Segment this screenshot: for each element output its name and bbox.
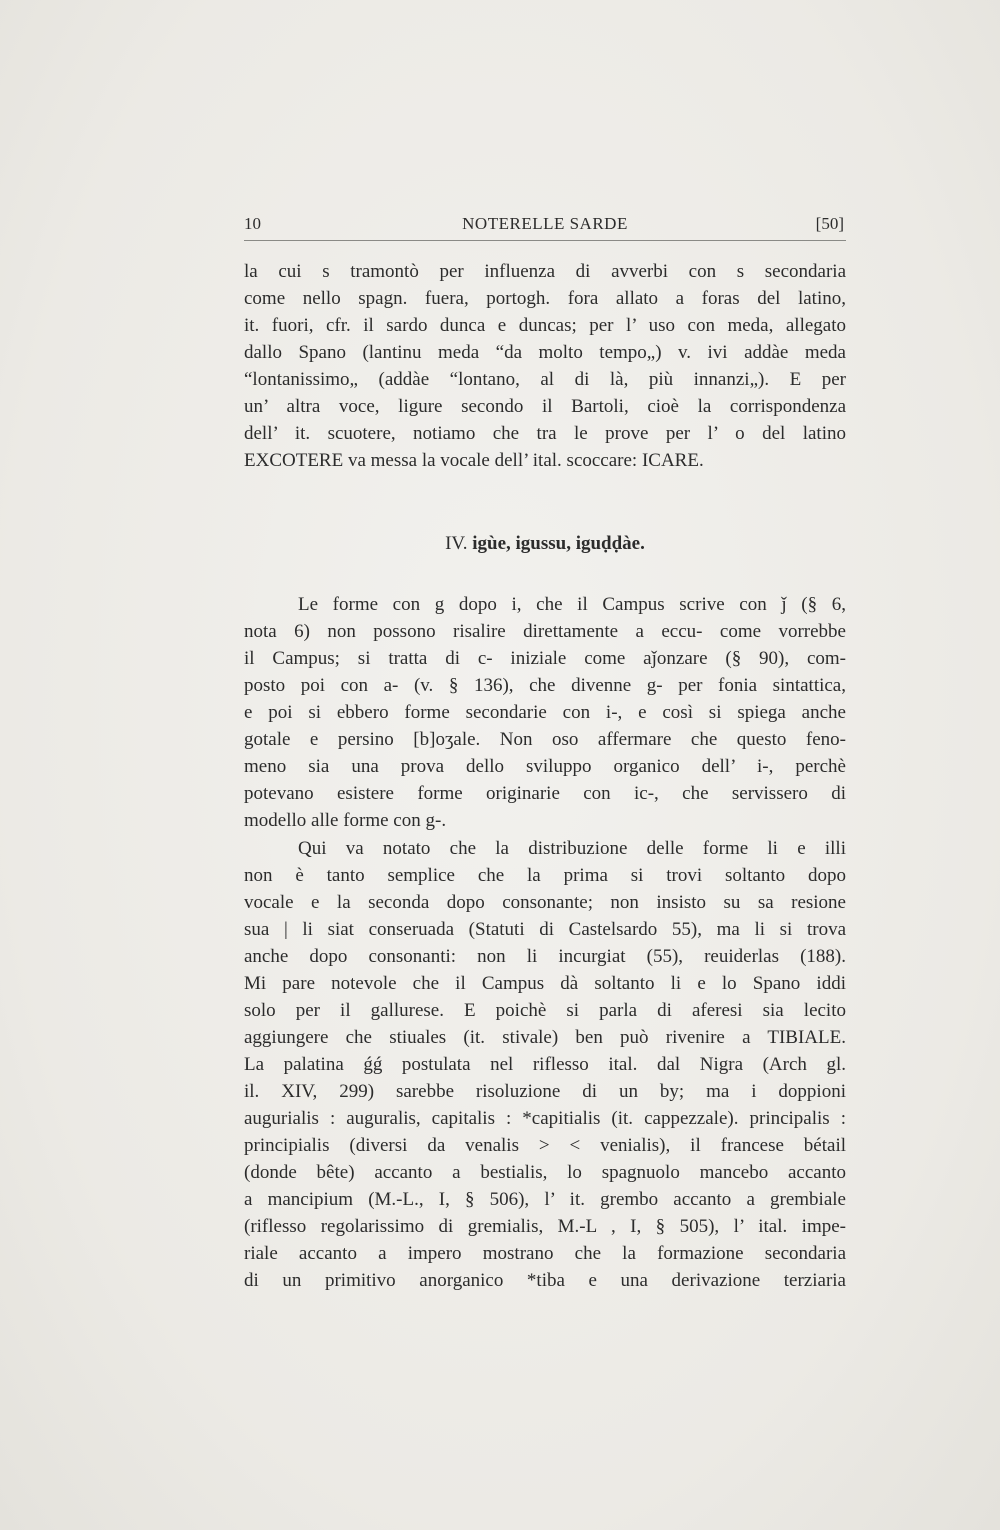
text-line: (riflesso regolarissimo di gremialis, M.-L , I, § 505), l’ ital. impe-	[244, 1216, 846, 1237]
text-line: vocale e la seconda dopo consonante; non insisto su sa resione	[244, 892, 846, 913]
text-line: meno sia una prova dello sviluppo organico dell’ i-, perchè	[244, 756, 846, 777]
text-line: anche dopo consonanti: non li incurgiat (55), reuiderlas (188).	[244, 946, 846, 967]
text-line: il Campus; si tratta di c- iniziale come aǰonzare (§ 90), com-	[244, 648, 846, 669]
text-line: principialis (diversi da venalis > < venialis), il francese bétail	[244, 1135, 846, 1156]
text-line: e poi si ebbero forme secondarie con i-, e così si spiega anche	[244, 702, 846, 723]
running-title: NOTERELLE SARDE	[462, 214, 628, 233]
section-number: IV.	[445, 533, 468, 554]
text-line: gotale e persino [b]oʒale. Non oso affermare che questo feno-	[244, 729, 846, 750]
text-line: di un primitivo anorganico *tiba e una derivazione terziaria	[244, 1270, 846, 1291]
text-line: aggiungere che stiuales (it. stivale) ben può rivenire a TIBIALE.	[244, 1027, 846, 1048]
text-line: La palatina ǵǵ postulata nel riflesso ital. dal Nigra (Arch gl.	[244, 1054, 846, 1075]
page-number: 10	[244, 214, 261, 233]
text-line: il. XIV, 299) sarebbe risoluzione di un by; ma i doppioni	[244, 1081, 846, 1102]
text-line: potevano esistere forme originarie con ic-, che servissero di	[244, 783, 846, 804]
text-line: augurialis : auguralis, capitalis : *capitialis (it. cappezzale). principalis :	[244, 1108, 846, 1129]
text-line: come nello spagn. fuera, portogh. fora allato a foras del latino,	[244, 288, 846, 309]
text-line: Qui va notato che la distribuzione delle forme li e illi	[298, 838, 846, 859]
text-line: riale accanto a impero mostrano che la formazione secondaria	[244, 1243, 846, 1264]
text-line: posto poi con a- (v. § 136), che divenne g- per fonia sintattica,	[244, 675, 846, 696]
text-line: nota 6) non possono risalire direttamente a eccu- come vorrebbe	[244, 621, 846, 642]
text-line: modello alle forme con g-.	[244, 810, 447, 831]
text-line: non è tanto semplice che la prima si trovi soltanto dopo	[244, 865, 846, 886]
text-line: “lontanissimo„ (addàe “lontano, al di là, più innanzi„). E per	[244, 369, 846, 390]
text-line: (donde bête) accanto a bestialis, lo spagnuolo mancebo accanto	[244, 1162, 846, 1183]
text-line: Le forme con g dopo i, che il Campus scrive con ǰ (§ 6,	[298, 594, 846, 615]
text-line: dell’ it. scuotere, notiamo che tra le prove per l’ o del latino	[244, 423, 846, 444]
text-line: sua | li siat conseruada (Statuti di Castelsardo 55), ma li si trova	[244, 919, 846, 940]
text-line: un’ altra voce, ligure secondo il Bartoli, cioè la corrispondenza	[244, 396, 846, 417]
text-line: it. fuori, cfr. il sardo dunca e duncas; per l’ uso con meda, allegato	[244, 315, 846, 336]
text-line: a mancipium (M.-L., I, § 506), l’ it. grembo accanto a grembiale	[244, 1189, 846, 1210]
section-title: igùe, igussu, iguḍḍàe.	[472, 533, 645, 554]
running-header	[244, 210, 846, 241]
text-line: EXCOTERE va messa la vocale dell’ ital. scoccare: ICARE.	[244, 450, 704, 471]
bracket-page-number: [50]	[815, 214, 844, 233]
section-heading	[244, 533, 846, 555]
text-line: dallo Spano (lantinu meda “da molto tempo„) v. ivi addàe meda	[244, 342, 846, 363]
text-line: la cui s tramontò per influenza di avverbi con s secondaria	[244, 261, 846, 282]
text-line: solo per il gallurese. E poichè si parla di aferesi sia lecito	[244, 1000, 846, 1021]
text-line: Mi pare notevole che il Campus dà soltanto li e lo Spano iddi	[244, 973, 846, 994]
